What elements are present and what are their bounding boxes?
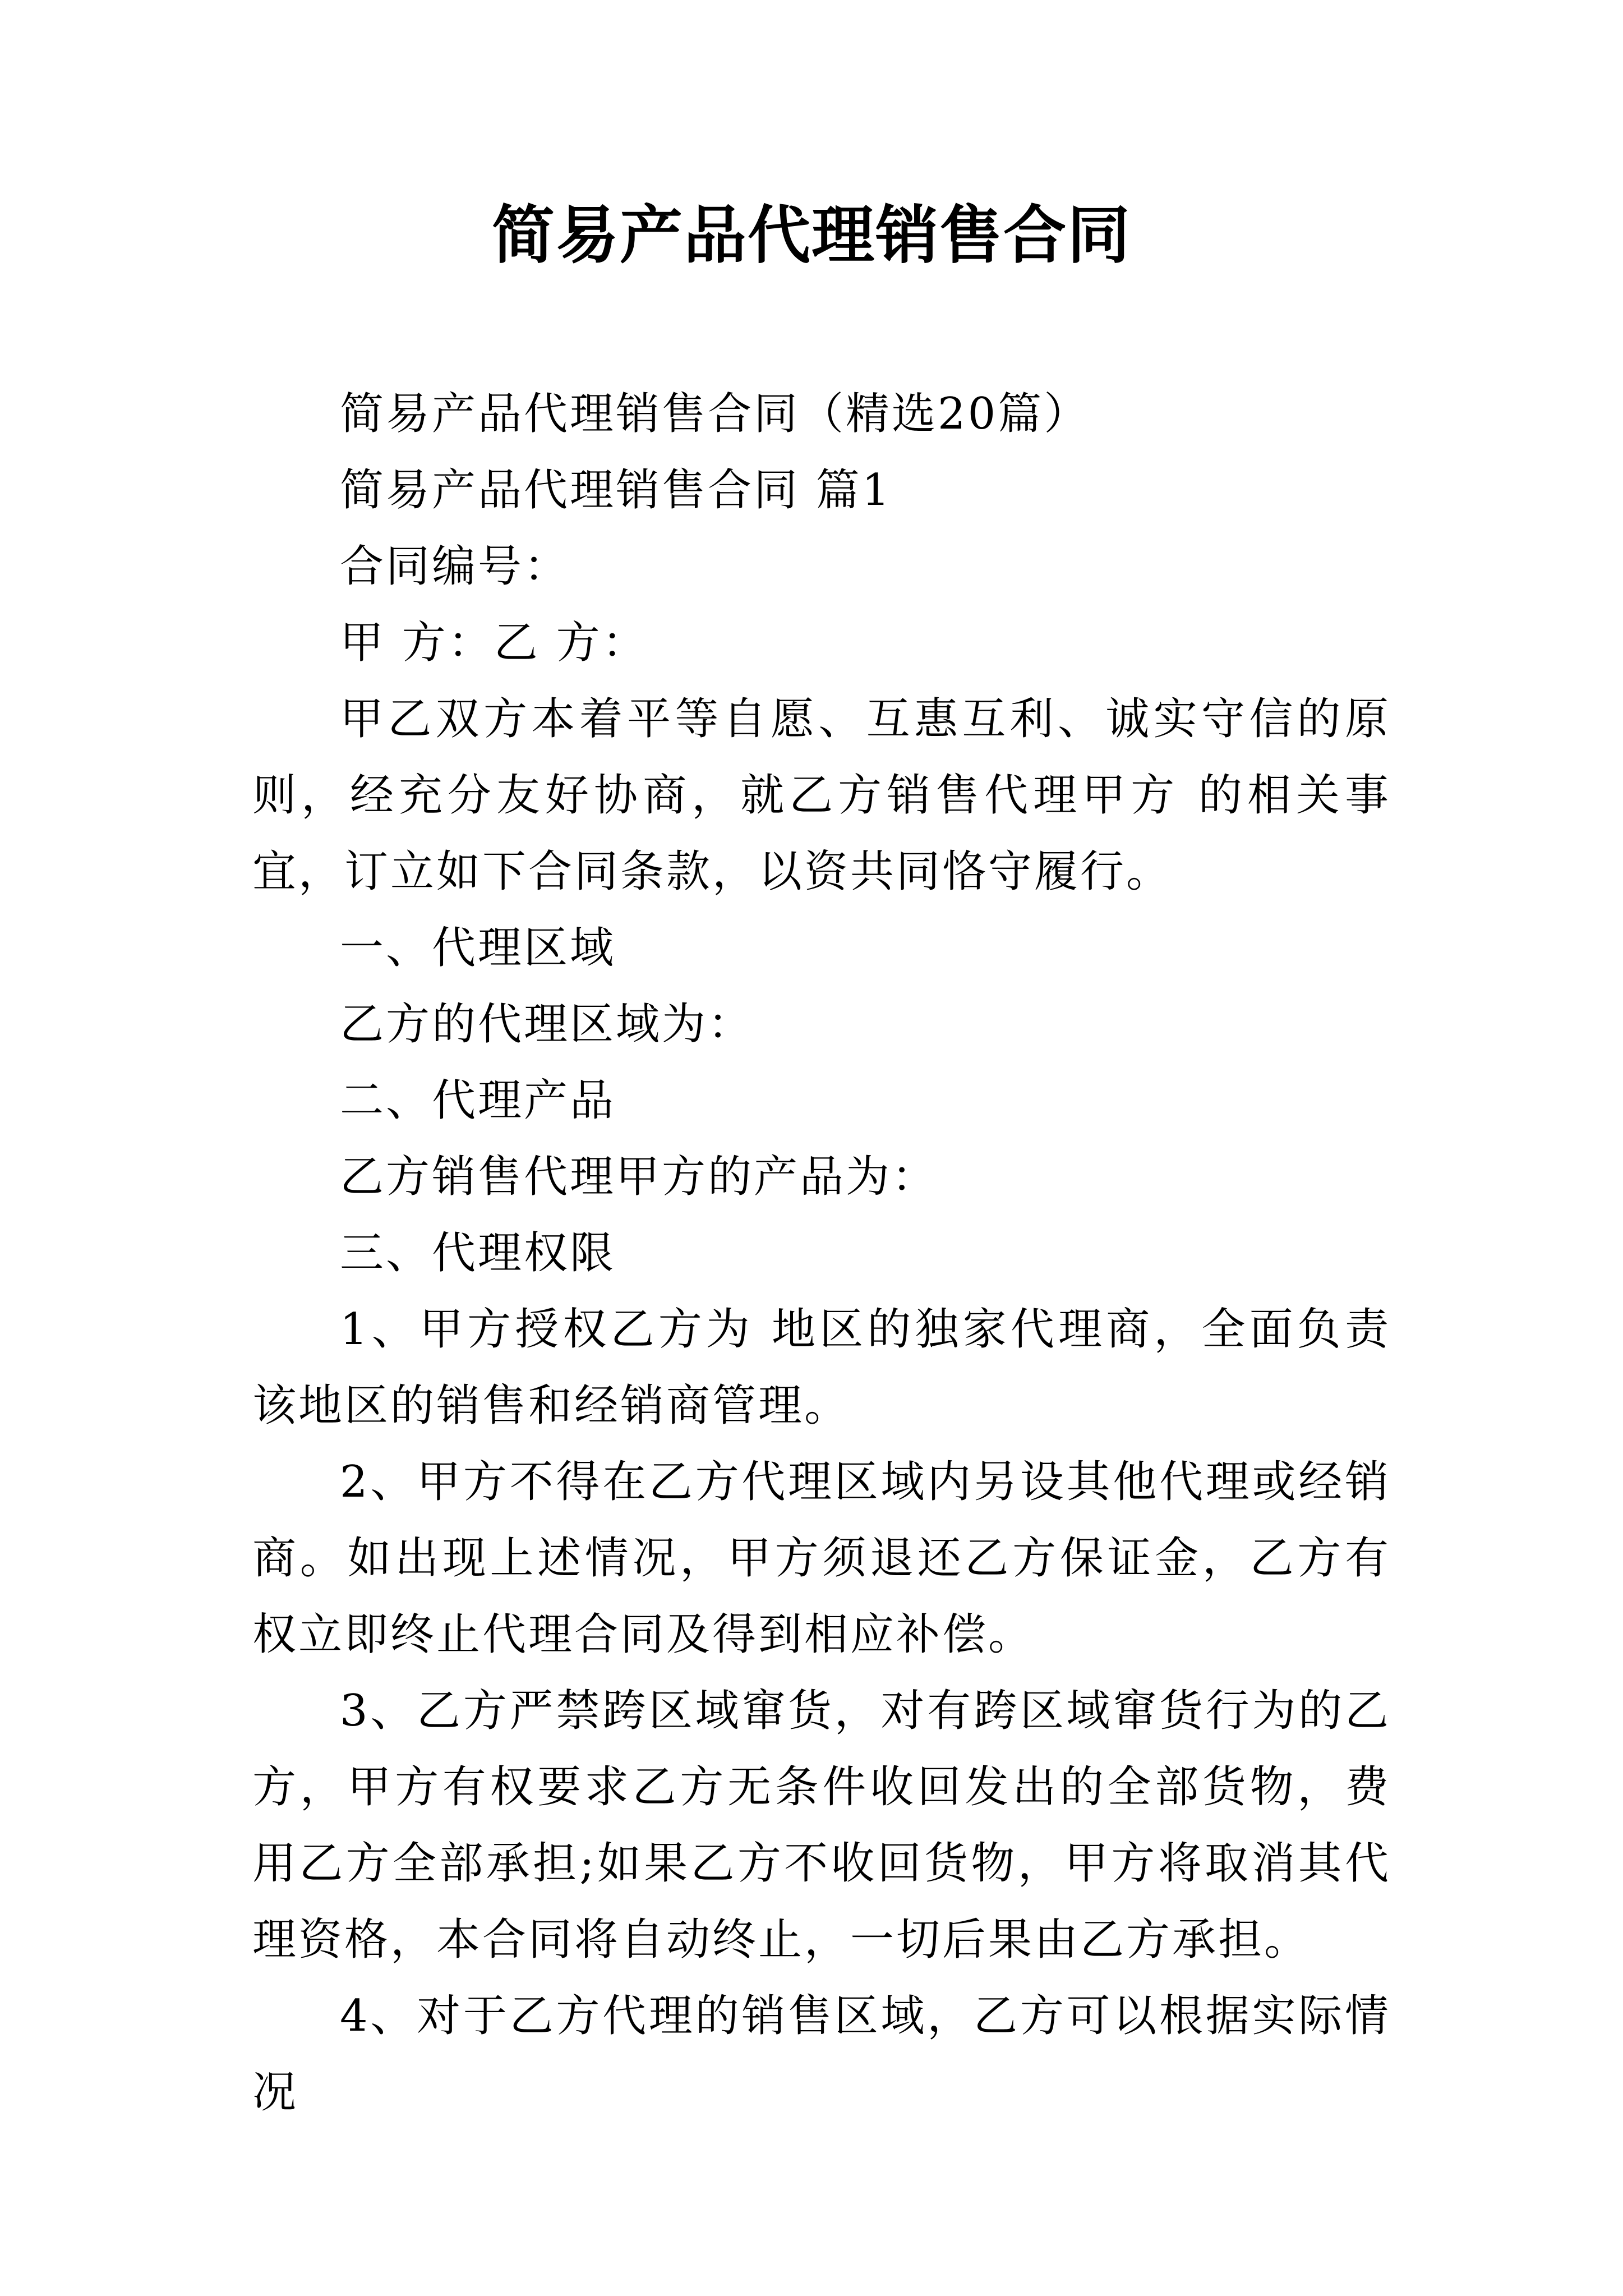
paragraph-subtitle: 简易产品代理销售合同（精选20篇） [340, 389, 1090, 439]
paragraph-contract-number: 合同编号： [340, 541, 570, 592]
paragraph-clause-2: 2、甲方不得在乙方代理区域内另设其他代理或经销商。如出现上述情况，甲方须退还乙方保证金，乙方有权立即终止代理合同及得到相应补偿。 [252, 1457, 1391, 1660]
paragraph-clause-1: 1、甲方授权乙方为 地区的独家代理商，全面负责该地区的销售和经销商管理。 [252, 1304, 1391, 1431]
paragraph-heading-area: 一、代理区域 [340, 923, 616, 973]
paragraph-clause-3: 3、乙方严禁跨区域窜货，对有跨区域窜货行为的乙方，甲方有权要求乙方无条件收回发出的全部货物，费用乙方全部承担;如果乙方不收回货物，甲方将取消其代理资格，本合同将自动终止，一切后果由乙方承担。 [252, 1686, 1391, 1965]
paragraph-heading-authority: 三、代理权限 [340, 1228, 616, 1278]
paragraph-section-heading: 简易产品代理销售合同 篇1 [340, 465, 892, 516]
paragraph-area: 乙方的代理区域为： [340, 999, 754, 1050]
paragraph-products: 乙方销售代理甲方的产品为： [340, 1152, 938, 1202]
paragraph-heading-products: 二、代理产品 [340, 1075, 616, 1126]
paragraph-clause-4: 4、对于乙方代理的销售区域，乙方可以根据实际情况 [252, 1991, 1391, 2118]
document-body [252, 376, 1391, 2131]
document-title: 简易产品代理销售合同 [492, 199, 1131, 272]
paragraph-preamble: 甲乙双方本着平等自愿、互惠互利、诚实守信的原则，经充分友好协商，就乙方销售代理甲方 的相关事宜，订立如下合同条款，以资共同恪守履行。 [252, 694, 1391, 897]
paragraph-parties: 甲 方：乙 方： [340, 618, 648, 668]
